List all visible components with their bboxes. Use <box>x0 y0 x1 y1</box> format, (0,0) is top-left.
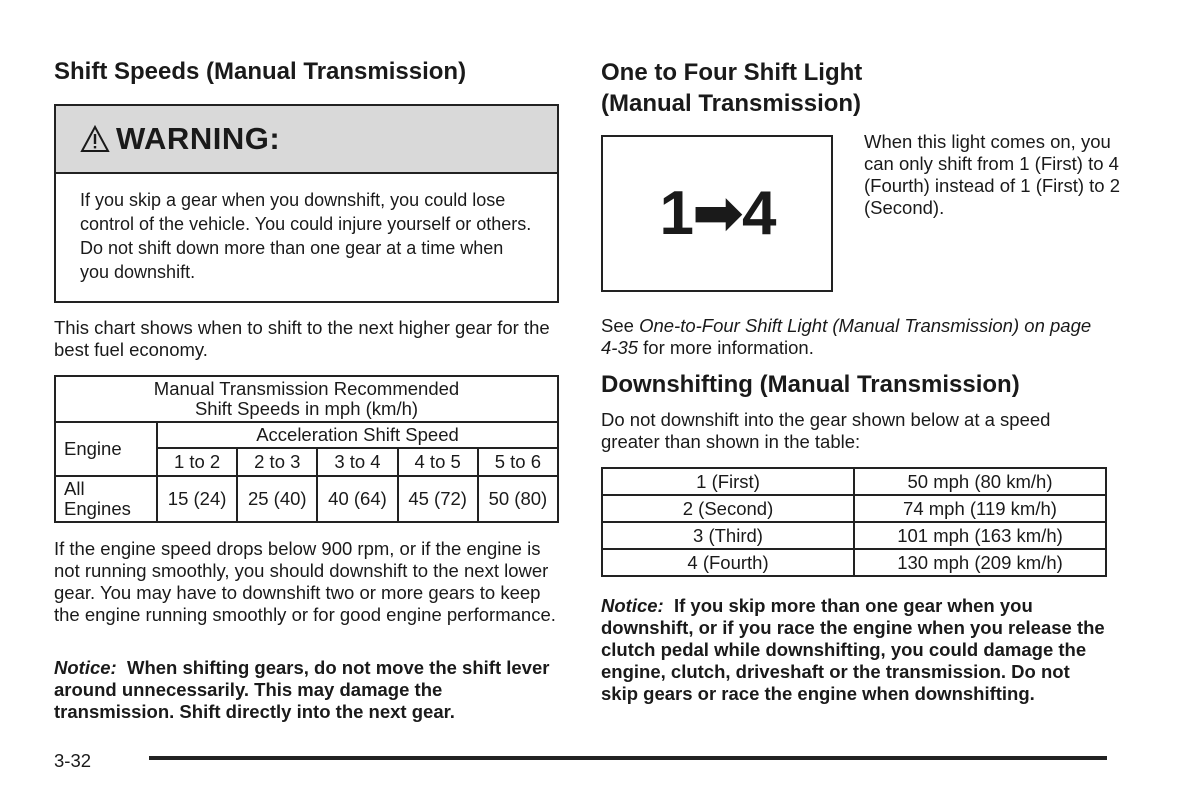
notice-label: Notice: <box>601 595 664 616</box>
engine-header-cell: Engine <box>55 422 157 476</box>
shift-light-heading <box>601 57 862 119</box>
see-reference-link[interactable]: One-to-Four Shift Light (Manual Transmission) on page 4-35 <box>601 315 1092 358</box>
value-cell: 45 (72) <box>398 476 478 522</box>
left-notice <box>54 657 554 723</box>
heading-line: (Manual Transmission) <box>601 90 862 117</box>
warning-title: WARNING: <box>116 121 281 156</box>
table-row <box>602 522 1106 549</box>
speed-cell: 101 mph (163 km/h) <box>854 522 1106 549</box>
gear-cell: 4 (Fourth) <box>602 549 854 576</box>
value-cell: 15 (24) <box>157 476 237 522</box>
value-cell: 40 (64) <box>317 476 397 522</box>
page-number: 3-32 <box>54 750 92 771</box>
downshift-paragraph: If the engine speed drops below 900 rpm, or if the engine is not running smoothly, you should downshift to the next lower gear. You may have to downshift two or more gears to keep the engine running smoothly or for good engine performance. <box>54 538 556 625</box>
right-notice <box>601 595 1111 705</box>
column-header-cell: 3 to 4 <box>317 448 397 476</box>
gear-cell: 1 (First) <box>602 468 854 495</box>
gear-cell: 3 (Third) <box>602 522 854 549</box>
speed-cell: 130 mph (209 km/h) <box>854 549 1106 576</box>
shift-light-illustration <box>601 135 833 292</box>
one-to-four-arrow-icon: 1➡4 <box>659 179 775 248</box>
table-row <box>55 376 558 422</box>
warning-triangle-icon <box>80 124 110 154</box>
table-row <box>55 422 558 448</box>
downshifting-heading: Downshifting (Manual Transmission) <box>601 371 1020 398</box>
footer-rule <box>149 756 1107 760</box>
row-label-line: All <box>64 478 85 499</box>
shift-chart-intro: This chart shows when to shift to the next higher gear for the best fuel economy. <box>54 317 550 360</box>
table-title-line: Manual Transmission Recommended <box>153 378 460 399</box>
see-reference-paragraph <box>601 315 1107 359</box>
notice-text: If you skip more than one gear when you downshift, or if you race the engine when you release the clutch pedal while downshifting, you could damage the engine, clutch, driveshaft or the transmission. Do not skip gears or race the engine when downshifting. <box>601 595 1105 704</box>
speed-cell: 74 mph (119 km/h) <box>854 495 1106 522</box>
value-cell: 50 (80) <box>478 476 558 522</box>
table-row <box>602 549 1106 576</box>
downshift-table <box>601 467 1107 577</box>
table-row <box>55 476 558 522</box>
see-prefix: See <box>601 315 640 336</box>
column-header-cell: 2 to 3 <box>237 448 317 476</box>
shift-light-description: When this light comes on, you can only shift from 1 (First) to 4 (Fourth) instead of 1 (First) to 2 (Second). <box>864 131 1121 218</box>
see-suffix: for more information. <box>638 337 814 358</box>
column-header-cell: 4 to 5 <box>398 448 478 476</box>
column-header-cell: 1 to 2 <box>157 448 237 476</box>
column-header-cell: 5 to 6 <box>478 448 558 476</box>
heading-line: One to Four Shift Light <box>601 59 863 86</box>
shift-speeds-table <box>54 375 559 523</box>
warning-header <box>56 106 557 174</box>
row-label-line: Engines <box>64 498 131 519</box>
shift-speeds-heading: Shift Speeds (Manual Transmission) <box>54 58 467 85</box>
table-row <box>602 495 1106 522</box>
table-title-line: Shift Speeds in mph (km/h) <box>194 398 419 419</box>
table-row <box>602 468 1106 495</box>
table-title-cell <box>55 376 558 422</box>
notice-label: Notice: <box>54 657 117 678</box>
speed-cell: 50 mph (80 km/h) <box>854 468 1106 495</box>
downshifting-intro: Do not downshift into the gear shown below at a speed greater than shown in the table: <box>601 409 1051 452</box>
value-cell: 25 (40) <box>237 476 317 522</box>
group-header-cell: Acceleration Shift Speed <box>157 422 558 448</box>
gear-cell: 2 (Second) <box>602 495 854 522</box>
warning-box <box>54 104 559 303</box>
row-label-cell <box>55 476 157 522</box>
warning-body: If you skip a gear when you downshift, you could lose control of the vehicle. You could injure yourself or others. Do not shift down more than one gear at a time when you downshift. <box>80 190 532 282</box>
notice-text: When shifting gears, do not move the shift lever around unnecessarily. This may damage the transmission. Shift directly into the next gear. <box>54 657 550 722</box>
